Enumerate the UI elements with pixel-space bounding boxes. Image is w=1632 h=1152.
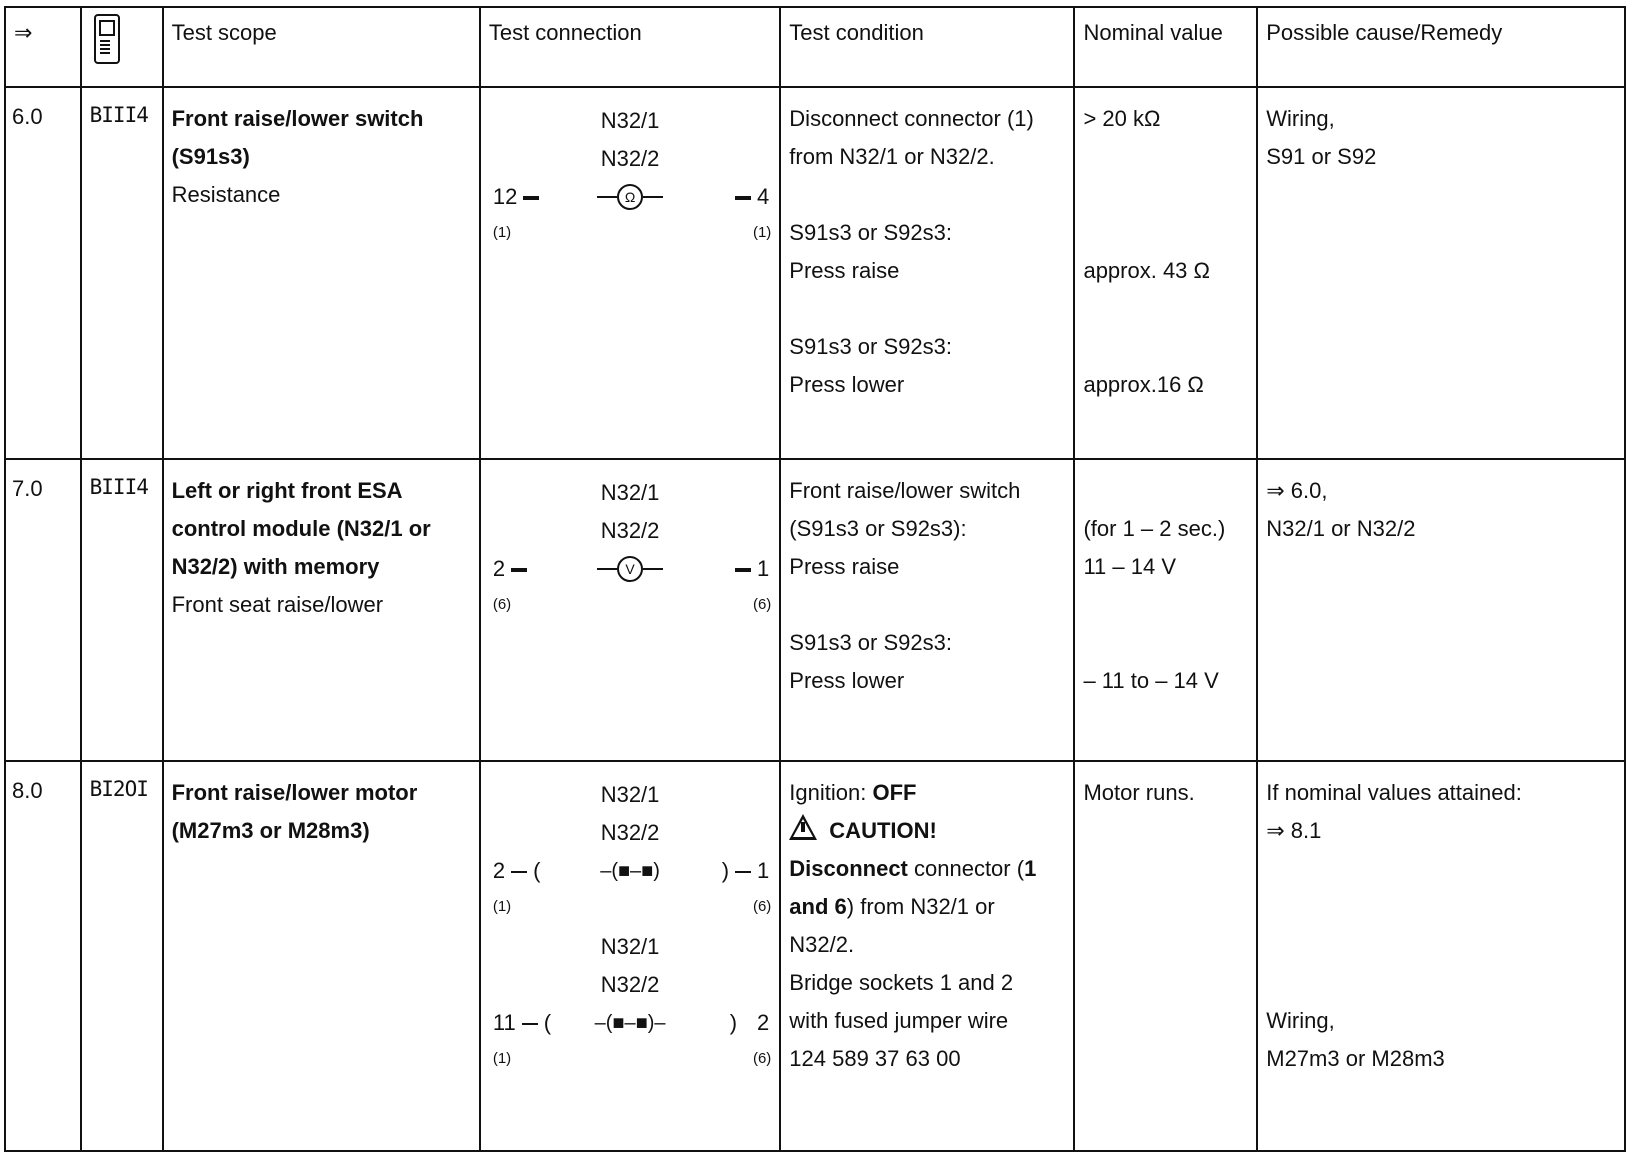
cause-line: Wiring,	[1266, 1008, 1335, 1033]
pin-right: 4	[729, 178, 769, 216]
pin-left: 12	[493, 178, 545, 216]
step-code: BIII4	[81, 459, 163, 761]
condition-line: Press raise	[789, 258, 900, 283]
connector-label: (1)	[492, 224, 512, 241]
condition-line: Press lower	[789, 372, 905, 397]
pin-left: 2	[493, 550, 533, 588]
tester-icon	[94, 14, 120, 64]
warning-triangle-icon	[789, 814, 817, 840]
header-tester	[81, 7, 163, 87]
module-label: N32/2	[600, 146, 660, 171]
possible-cause	[1257, 459, 1625, 761]
condition-line: Bridge sockets 1 and 2	[789, 970, 1014, 995]
nominal-line: – 11 to – 14 V	[1083, 668, 1219, 693]
connector-label: (1)	[492, 898, 512, 915]
connector-label: (6)	[752, 898, 772, 915]
step-number: 7.0	[5, 459, 81, 761]
module-label: N32/1	[600, 782, 660, 807]
jumper-wire-icon: –(■–■)	[600, 860, 660, 882]
scope-subtitle: Front seat raise/lower	[171, 592, 384, 617]
test-condition	[780, 87, 1074, 459]
ohmmeter-icon: Ω	[597, 178, 663, 216]
header-possible-cause: Possible cause/Remedy	[1257, 7, 1625, 87]
condition-line: S91s3 or S92s3:	[789, 630, 952, 655]
scope-title: N32/2) with memory	[171, 554, 380, 579]
nominal-line: approx.16 Ω	[1083, 372, 1204, 397]
header-test-scope: Test scope	[163, 7, 480, 87]
cause-line: If nominal values attained:	[1266, 780, 1522, 805]
condition-line: N32/2.	[789, 932, 855, 957]
connector-label: (1)	[752, 224, 772, 241]
condition-line: and 6) from N32/1 or	[789, 894, 995, 919]
step-code: BIII4	[81, 87, 163, 459]
condition-line: Press raise	[789, 554, 900, 579]
step-number: 6.0	[5, 87, 81, 459]
jumper-wire-icon: –(■–■)–	[594, 1012, 666, 1034]
condition-line: S91s3 or S92s3:	[789, 220, 952, 245]
test-connection	[480, 87, 780, 459]
table-row-8-0	[5, 761, 1625, 1151]
pin-right: ) 2	[729, 1010, 770, 1035]
possible-cause	[1257, 761, 1625, 1151]
step-code: BI2OI	[81, 761, 163, 1151]
module-label: N32/2	[600, 518, 660, 543]
nominal-line: 11 – 14 V	[1083, 554, 1177, 579]
header-test-condition: Test condition	[780, 7, 1074, 87]
caution-line: CAUTION!	[789, 812, 1065, 850]
test-condition	[780, 459, 1074, 761]
cause-line: ⇒ 8.1	[1266, 818, 1322, 843]
nominal-line: > 20 kΩ	[1083, 106, 1161, 131]
connector-label: (1)	[492, 1050, 512, 1067]
voltmeter-icon: V	[597, 550, 663, 588]
nominal-value	[1074, 761, 1257, 1151]
module-label: N32/1	[600, 108, 660, 133]
module-label: N32/2	[600, 820, 660, 845]
cause-line: S91 or S92	[1266, 144, 1377, 169]
pin-left: 2 (	[492, 858, 541, 883]
cause-line: N32/1 or N32/2	[1266, 516, 1416, 541]
condition-line: (S91s3 or S92s3):	[789, 516, 967, 541]
nominal-line: (for 1 – 2 sec.)	[1083, 516, 1226, 541]
cause-line: M27m3 or M28m3	[1266, 1046, 1445, 1071]
condition-line: 124 589 37 63 00	[789, 1046, 961, 1071]
scope-title: (M27m3 or M28m3)	[171, 818, 370, 843]
condition-line: S91s3 or S92s3:	[789, 334, 952, 359]
connector-label: (6)	[752, 596, 772, 613]
test-connection	[480, 761, 780, 1151]
table-row-6-0	[5, 87, 1625, 459]
test-scope	[163, 459, 480, 761]
scope-subtitle: Resistance	[171, 182, 281, 207]
condition-line: with fused jumper wire	[789, 1008, 1009, 1033]
module-label: N32/1	[600, 934, 660, 959]
pin-right: 1	[729, 550, 769, 588]
scope-title: control module (N32/1 or	[171, 516, 431, 541]
nominal-line: Motor runs.	[1083, 780, 1195, 805]
pin-left: 11 (	[492, 1010, 552, 1035]
scope-title: Front raise/lower switch	[171, 106, 424, 131]
connection-diagram	[481, 88, 779, 458]
module-label: N32/1	[600, 480, 660, 505]
connector-label: (6)	[752, 1050, 772, 1067]
header-test-connection: Test connection	[480, 7, 780, 87]
nominal-value	[1074, 87, 1257, 459]
test-scope	[163, 87, 480, 459]
header-arrow: ⇒	[5, 7, 81, 87]
possible-cause	[1257, 87, 1625, 459]
cause-line: Wiring,	[1266, 106, 1335, 131]
connection-diagram	[481, 460, 779, 760]
test-table-page	[4, 6, 1626, 1128]
header-row	[5, 7, 1625, 87]
condition-line: Press lower	[789, 668, 905, 693]
condition-line: from N32/1 or N32/2.	[789, 144, 995, 169]
test-connection	[480, 459, 780, 761]
condition-line: Front raise/lower switch	[789, 478, 1021, 503]
table-row-7-0	[5, 459, 1625, 761]
scope-title: Front raise/lower motor	[171, 780, 418, 805]
condition-line: Disconnect connector (1)	[789, 106, 1034, 131]
test-scope	[163, 761, 480, 1151]
connector-label: (6)	[492, 596, 512, 613]
step-number: 8.0	[5, 761, 81, 1151]
scope-title: Left or right front ESA	[171, 478, 403, 503]
module-label: N32/2	[600, 972, 660, 997]
connection-diagram	[481, 762, 779, 1150]
scope-title: (S91s3)	[171, 144, 250, 169]
test-condition	[780, 761, 1074, 1151]
condition-line: Disconnect connector (1	[789, 856, 1037, 881]
pin-right: ) 1	[721, 858, 770, 883]
nominal-line: approx. 43 Ω	[1083, 258, 1210, 283]
condition-line: Ignition: OFF	[789, 780, 917, 805]
nominal-value	[1074, 459, 1257, 761]
cause-line: ⇒ 6.0,	[1266, 478, 1328, 503]
test-table	[4, 6, 1626, 1152]
header-nominal-value: Nominal value	[1074, 7, 1257, 87]
